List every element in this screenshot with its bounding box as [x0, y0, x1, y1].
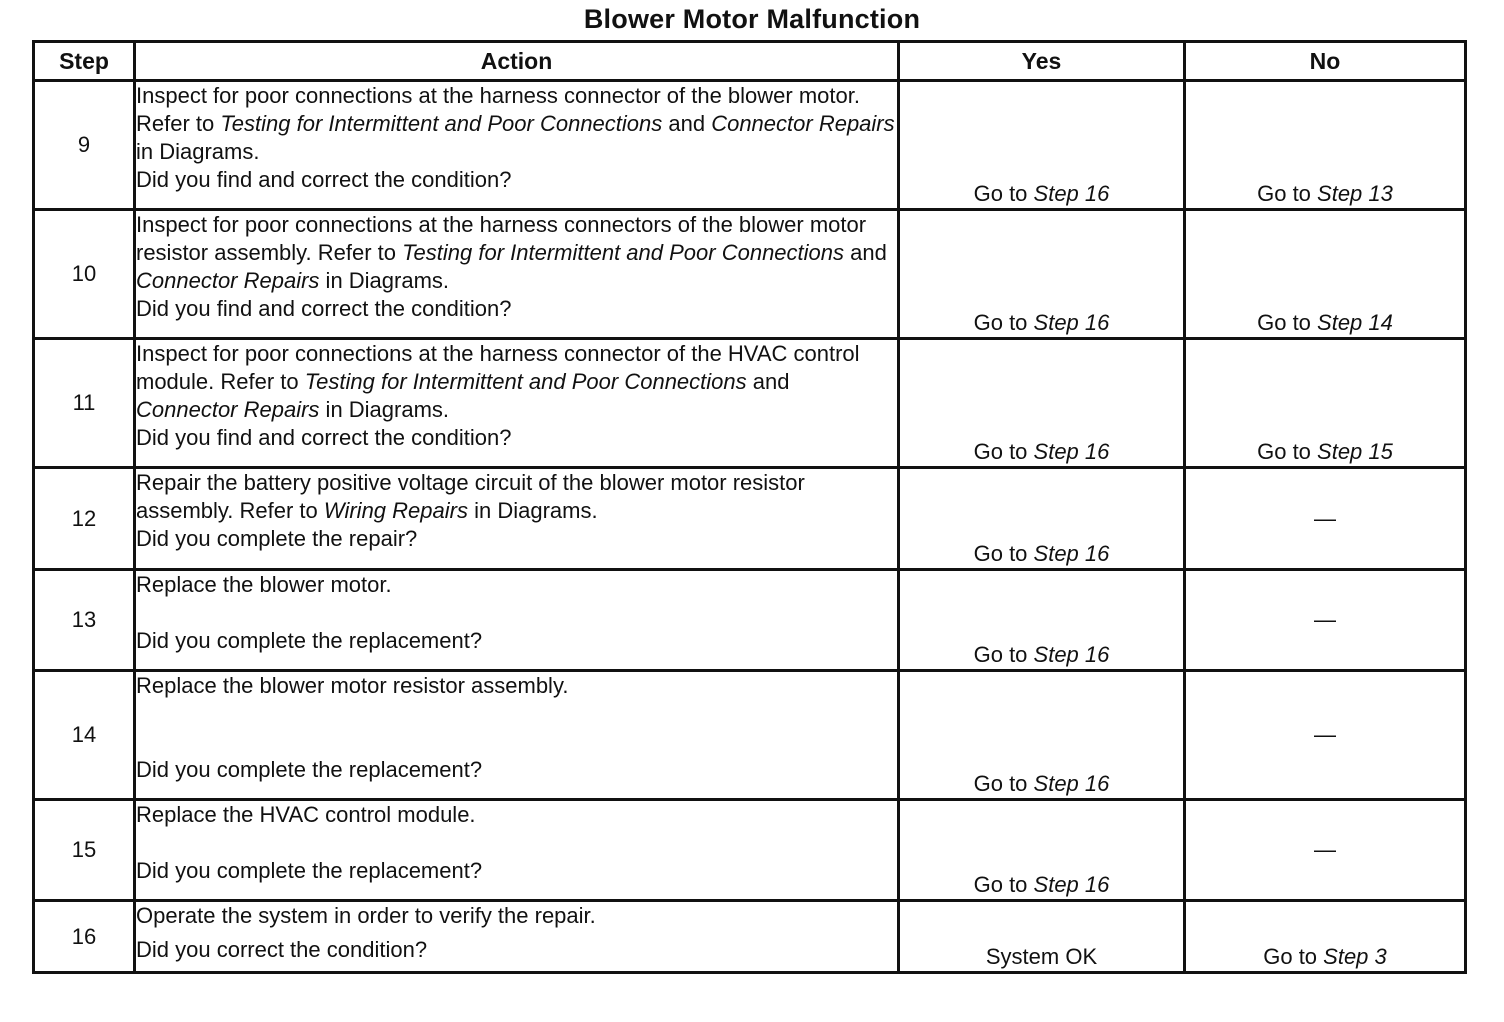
header-row	[34, 42, 1466, 81]
no-step-ref[interactable]: Step 3	[1323, 944, 1387, 969]
step-number: 14	[34, 671, 135, 800]
action-text: Inspect for poor connections at the harness connector of the blower motor. Refer to Testing for Intermittent and Poor Connections and Connector Repairs in Diagrams.	[136, 83, 895, 164]
header-action: Action	[135, 42, 899, 81]
action-text: Inspect for poor connections at the harness connectors of the blower motor resistor assembly. Refer to Testing for Intermittent and Poor Connections and Connector Repairs in Diagrams.	[136, 212, 887, 293]
step-number: 9	[34, 81, 135, 210]
yes-step-ref[interactable]: Step 16	[1033, 541, 1110, 566]
no-cell: Go to Step 15	[1185, 339, 1466, 468]
action-text: Replace the HVAC control module.	[136, 802, 476, 827]
table-row	[34, 468, 1466, 570]
action-question: Did you complete the replacement?	[136, 858, 483, 883]
step-number: 13	[34, 570, 135, 671]
step-number: 15	[34, 800, 135, 901]
yes-step-ref[interactable]: Step 16	[1033, 872, 1110, 897]
page-title: Blower Motor Malfunction	[583, 4, 921, 34]
step-number: 10	[34, 210, 135, 339]
action-question: Did you find and correct the condition?	[136, 296, 512, 321]
action-cell	[135, 570, 899, 671]
step-number: 12	[34, 468, 135, 570]
step-number: 11	[34, 339, 135, 468]
action-cell	[135, 339, 899, 468]
no-cell: —	[1185, 570, 1466, 671]
yes-cell: Go to Step 16	[899, 81, 1185, 210]
action-question: Did you find and correct the condition?	[136, 425, 512, 450]
header-yes: Yes	[899, 42, 1185, 81]
yes-cell: Go to Step 16	[899, 339, 1185, 468]
yes-cell: Go to Step 16	[899, 468, 1185, 570]
yes-cell: Go to Step 16	[899, 570, 1185, 671]
table-row	[34, 800, 1466, 901]
header-no: No	[1185, 42, 1466, 81]
table-row	[34, 339, 1466, 468]
yes-cell: System OK	[899, 901, 1185, 973]
action-cell	[135, 901, 899, 973]
no-step-ref[interactable]: Step 14	[1317, 310, 1393, 335]
action-cell	[135, 800, 899, 901]
action-cell	[135, 468, 899, 570]
table-row	[34, 81, 1466, 210]
table-row	[34, 570, 1466, 671]
no-cell: Go to Step 3	[1185, 901, 1466, 973]
no-cell: —	[1185, 468, 1466, 570]
yes-step-ref[interactable]: Step 16	[1033, 642, 1110, 667]
yes-step-ref[interactable]: Step 16	[1033, 771, 1110, 796]
no-step-ref[interactable]: Step 15	[1317, 439, 1393, 464]
action-cell	[135, 210, 899, 339]
yes-step-ref[interactable]: Step 16	[1033, 439, 1110, 464]
yes-step-ref[interactable]: Step 16	[1033, 181, 1110, 206]
no-step-ref[interactable]: Step 13	[1317, 181, 1393, 206]
action-text: Inspect for poor connections at the harness connector of the HVAC control module. Refer to Testing for Intermittent and Poor Connections and Connector Repairs in Diagrams.	[136, 341, 860, 422]
diagnostic-table	[32, 40, 1467, 974]
yes-cell: Go to Step 16	[899, 671, 1185, 800]
no-cell: Go to Step 14	[1185, 210, 1466, 339]
header-step: Step	[34, 42, 135, 81]
action-question: Did you find and correct the condition?	[136, 167, 512, 192]
action-question: Did you complete the replacement?	[136, 628, 483, 653]
no-cell: —	[1185, 671, 1466, 800]
no-cell: Go to Step 13	[1185, 81, 1466, 210]
action-cell	[135, 671, 899, 800]
action-question: Did you complete the replacement?	[136, 757, 483, 782]
table-row	[34, 901, 1466, 973]
yes-step-ref[interactable]: Step 16	[1033, 310, 1110, 335]
action-question: Did you correct the condition?	[136, 937, 428, 962]
action-text: Operate the system in order to verify the repair.	[136, 903, 596, 928]
action-text: Replace the blower motor.	[136, 572, 392, 597]
action-cell	[135, 81, 899, 210]
action-question: Did you complete the repair?	[136, 526, 418, 551]
action-text: Replace the blower motor resistor assembly.	[136, 673, 569, 698]
yes-cell: Go to Step 16	[899, 210, 1185, 339]
yes-cell: Go to Step 16	[899, 800, 1185, 901]
action-text: Repair the battery positive voltage circuit of the blower motor resistor assembly. Refer to Wiring Repairs in Diagrams.	[136, 470, 805, 523]
table-row	[34, 671, 1466, 800]
no-cell: —	[1185, 800, 1466, 901]
step-number: 16	[34, 901, 135, 973]
table-row	[34, 210, 1466, 339]
